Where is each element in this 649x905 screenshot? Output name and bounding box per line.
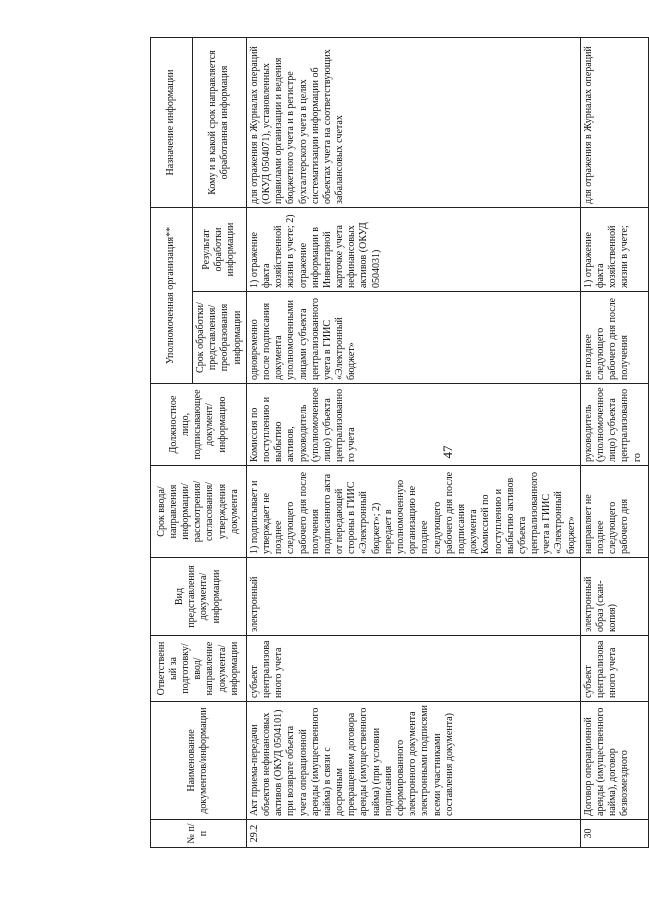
header-num: № п/п [151, 820, 247, 848]
cell-presentation: электронный [246, 558, 580, 636]
register-table [150, 37, 649, 848]
header-deadline: Срок ввода/ направления информации/ рассмотрения/ согласования/ утверждения документа [151, 466, 247, 558]
cell-name: Акт приема-передачи объектов нефинансовых активов (ОКУД 0504101) при возврате объекта учета операционной аренды (имущественного найма) в связи с досрочным прекращением договора аренды (имущественного найма) (при условии подписания сформированного электронного документа электронными подписями всеми участниками составления документа) [246, 702, 580, 820]
header-recipient: Кому и в какой срок направляется обработанная информация [193, 37, 247, 207]
cell-presentation: электронный образ (скан-копия) [580, 558, 648, 636]
cell-num: 29.2 [246, 820, 580, 848]
header-presentation: Вид представления документа/ информации [151, 558, 247, 636]
cell-processing-result: 1) отражение факта хозяйственной жизни в учете; 2) отражение информации в Инвентарной карточке учета нефинансовых активов (ОКУД 0504031) [246, 207, 580, 291]
cell-signer: Комиссия по поступлению и выбытию активов, руководитель (уполномоченное лицо) субъекта централизованного учета [246, 384, 580, 466]
cell-signer: руководитель (уполномоченное лицо) субъекта централизованного [580, 384, 648, 466]
header-row-1 [151, 37, 193, 847]
header-authorized-org: Уполномоченная организация** [151, 207, 193, 383]
cell-processing-term: одновременно после подписания документа уполномоченными лицами субъекта централизованного учета в ГИИС «Электронный бюджет» [246, 292, 580, 384]
cell-responsible: субъект централизованного учета [580, 636, 648, 702]
table-row [246, 37, 580, 847]
header-processing-term: Срок обработки/ представления/ преобразования информации [193, 292, 247, 384]
cell-responsible: субъект централизованного учета [246, 636, 580, 702]
header-processing-result: Результат обработки информации [193, 207, 247, 291]
rotated-table-wrapper [150, 38, 643, 848]
page-number: 47 [440, 445, 455, 459]
header-responsible: Ответственный за подготовку/ ввод/ направление документа/ информации [151, 636, 247, 702]
cell-processing-result: 1) отражение факта хозяйственной жизни в учете; [580, 207, 648, 291]
table-row [580, 37, 648, 847]
cell-num: 30 [580, 820, 648, 848]
cell-processing-term: не позднее следующего рабочего дня после получения [580, 292, 648, 384]
cell-deadline: направляет не позднее следующего рабочего дня [580, 466, 648, 558]
cell-purpose: для отражения в Журналах операций [580, 37, 648, 207]
header-purpose: Назначение информации [151, 37, 193, 207]
header-name: Наименование документов/информации [151, 702, 247, 820]
cell-deadline: 1) подписывает и утверждает не позднее следующего рабочего дня после получения подписанного акта от передающей стороны в ГИИС «Электронный бюджет»; 2) передает в уполномоченную организацию не позднее следующего рабочего дня после подписания документа Комиссией по поступлению и выбытию активов субъекта централизованного учета в ГИИС «Электронный бюджет» [246, 466, 580, 558]
cell-name: Договор операционной аренды (имущественного найма), договор безвозмездного [580, 702, 648, 820]
header-signer: Должностное лицо, подписывающее документ/ информацию [151, 384, 247, 466]
cell-purpose: для отражения в Журналах операций (ОКУД 0504071), установленных правилами организации и ведения бюджетного учета и в регистре бухгалтерского учета в целях систематизации информации об объектах учета на соответствующих забалансовых счетах [246, 37, 580, 207]
